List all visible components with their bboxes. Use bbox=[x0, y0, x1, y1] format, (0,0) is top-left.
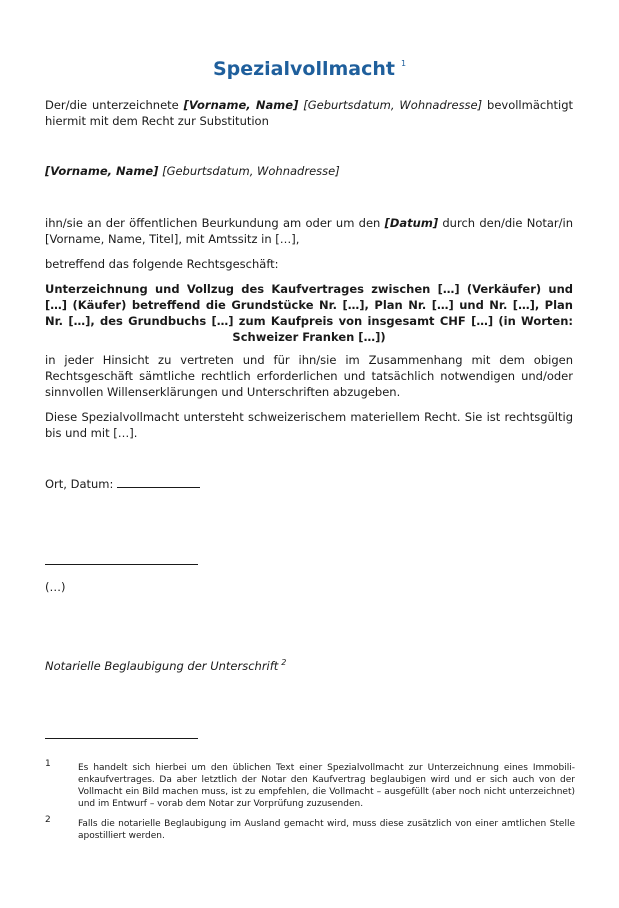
agent-name-placeholder: [Vorname, Name] bbox=[45, 164, 159, 178]
principal-name-placeholder: [Vorname, Name] bbox=[183, 98, 299, 112]
intro-pre: Der/die unterzeichnete bbox=[45, 98, 184, 112]
principal-detail-placeholder: [Geburtsdatum, Wohnadresse] bbox=[298, 98, 483, 112]
footnote-2 bbox=[45, 815, 575, 848]
footnote-2-number: 2 bbox=[45, 815, 51, 825]
notary-pre: ihn/sie an der öffentlichen Beurkundung am oder um den bbox=[45, 216, 385, 230]
place-date-line bbox=[45, 476, 573, 492]
agent-paragraph bbox=[45, 163, 573, 179]
regarding-paragraph: betreffend das folgende Rechtsgeschäft: bbox=[45, 257, 279, 271]
date-placeholder: [Datum] bbox=[384, 216, 439, 230]
notary-paragraph bbox=[45, 215, 573, 247]
place-date-underline bbox=[117, 487, 200, 488]
footnote-1-number: 1 bbox=[45, 759, 51, 769]
intro-post: bevollmächtigt hiermit mit dem Recht zur Substitution bbox=[45, 98, 574, 128]
footnote-2-text: Falls die notarielle Beglaubigung im Ausland gemacht wird, muss diese zusätzlich von einer amtlichen Stelle apostilliert werden. bbox=[78, 819, 575, 841]
title-footnote-ref: 1 bbox=[400, 59, 407, 68]
place-date-label: Ort, Datum: bbox=[45, 477, 114, 491]
transaction-paragraph: Unterzeichnung und Vollzug des Kaufvertrages zwischen […] (Verkäufer) und […] (Käufer) betreffend die Grundstücke Nr. […], Plan Nr. […] und Nr. […], Plan Nr. […], des Grundbuchs […] zum Kaufpreis von insgesamt CHF […] (in Worten: Schweizer Franken […]) bbox=[45, 282, 573, 344]
title-text: Spezialvollmacht bbox=[212, 58, 395, 80]
representation-paragraph: in jeder Hinsicht zu vertreten und für ihn/sie im Zusammenhang mit dem obigen Rechtsgeschäft sämtliche rechtlich erforderlichen und tatsächlich notwendigen und/oder sinnvollen Willenserklärungen und Unterschriften abzugeben. bbox=[45, 353, 573, 399]
certification-text: Notarielle Beglaubigung der Unterschrift bbox=[45, 658, 279, 673]
intro-paragraph bbox=[45, 97, 573, 129]
footnote-separator bbox=[45, 738, 198, 739]
notary-post: durch den/die Notar/in [Vorname, Name, Titel], mit Amtssitz in […], bbox=[45, 216, 573, 246]
document-title bbox=[0, 58, 619, 80]
signature-line bbox=[45, 564, 198, 565]
footnote-1 bbox=[45, 759, 575, 812]
certification-line bbox=[45, 655, 573, 674]
agent-detail-placeholder: [Geburtsdatum, Wohnadresse] bbox=[158, 164, 340, 178]
footnote-1-text: Es handelt sich hierbei um den üblichen Text einer Spezialvollmacht zur Unterzeichnung eines Immobilienkaufvertrages. Da aber letztlich der Notar den Kaufvertrag beglaubigen wird und er sich auch von der Vollmacht ein Bild machen muss, ist zu empfehlen, die Vollmacht – ausgefüllt (aber noch nicht unterzeichnet) und im Entwurf – vorab dem Notar zur Vorprüfung zuzusenden. bbox=[78, 763, 575, 809]
certification-footnote-ref: 2 bbox=[281, 658, 287, 667]
governing-law-paragraph: Diese Spezialvollmacht untersteht schweizerischem materiellem Recht. Sie ist rechtsgültig bis und mit […]. bbox=[45, 410, 573, 440]
signatory-placeholder: (…) bbox=[45, 580, 66, 594]
